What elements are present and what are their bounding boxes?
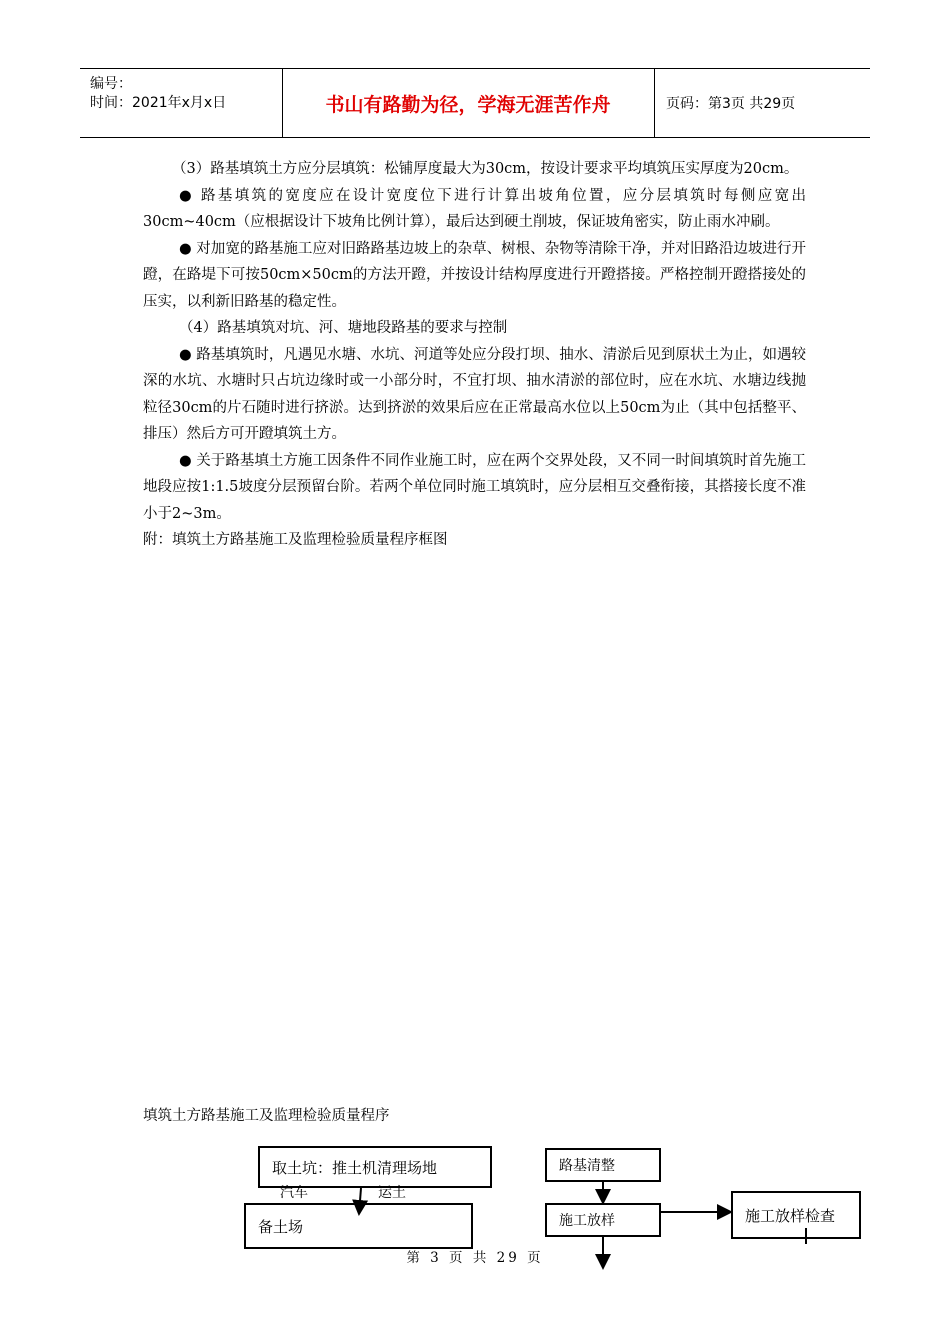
flow-box-layout-check-label: 施工放样检查	[745, 1206, 836, 1225]
paragraph-widening: ● 对加宽的路基施工应对旧路路基边坡上的杂草、树根、杂物等清除干净，并对旧路沿边坡进行开蹬，在路堤下可按50cm×50cm的方法开蹬，并按设计结构厚度进行开蹬搭接。严格控制开蹬搭接处的压实，以利新旧路基的稳定性。	[143, 240, 806, 310]
header-motto: 书山有路勤为径，学海无涯苦作舟	[282, 69, 655, 137]
page-footer: 第 3 页 共 29 页	[406, 1250, 544, 1266]
flow-label-transport: 运土	[378, 1185, 406, 1201]
flow-box-borrow-pit-label: 取土坑：推土机清理场地	[272, 1158, 438, 1177]
flow-box-construction-layout-label: 施工放样	[559, 1213, 615, 1229]
document-date: 时间：2021年x月x日	[90, 95, 227, 111]
flow-label-truck: 汽车	[280, 1185, 308, 1201]
paragraph-section-4-heading: （4）路基填筑对坑、河、塘地段路基的要求与控制	[179, 320, 508, 336]
paragraph-junction: ● 关于路基填土方施工因条件不同作业施工时，应在两个交界处段，又不同一时间填筑时首先施工地段应按1:1.5坡度分层预留台阶。若两个单位同时施工填筑时，应分层相互交叠衔接，其搭接长度不准小于2~3m。	[143, 452, 806, 522]
paragraph-fill-width: ● 路基填筑的宽度应在设计宽度位下进行计算出坡角位置，应分层填筑时每侧应宽出30cm~40cm（应根据设计下坡角比例计算），最后达到硬土削坡，保证坡角密实，防止雨水冲刷。	[143, 187, 806, 230]
flow-box-subgrade-clearing-label: 路基清整	[559, 1158, 615, 1174]
paragraph-layered-filling: （3）路基填筑土方应分层填筑：松铺厚度最大为30cm，按设计要求平均填筑压实厚度为20cm。	[172, 161, 799, 177]
arrow-borrow-to-stockpile	[359, 1188, 361, 1214]
paragraph-appendix-note: 附：填筑土方路基施工及监理检验质量程序框图	[143, 532, 448, 548]
flow-box-stockpile-label: 备土场	[258, 1217, 304, 1236]
paragraph-ponds: ● 路基填筑时，凡遇见水塘、水坑、河道等处应分段打坝、抽水、清淤后见到原状土为止，如遇较深的水坑、水塘时只占坑边缘时或一小部分时，不宜打坝、抽水清淤的部位时，应在水坑、水塘边线抛粒径30cm的片石随时进行挤淤。达到挤淤的效果后应在正常最高水位以上50cm为止（其中包括整平、排压）然后方可开蹬填筑土方。	[143, 346, 806, 442]
header-page-info: 页码：第3页 共29页	[666, 96, 796, 112]
document-number-label: 编号：	[90, 76, 132, 92]
flowchart-caption: 填筑土方路基施工及监理检验质量程序	[143, 1108, 390, 1124]
